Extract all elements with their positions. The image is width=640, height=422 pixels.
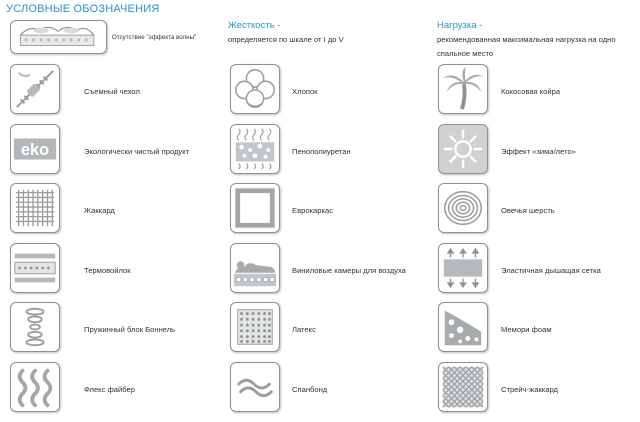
col3-label: Эффект «зима/лето» (501, 147, 576, 156)
col1-label: Термовойлок (84, 266, 131, 275)
col1-label: Жаккард (84, 206, 115, 215)
winter-summer-icon (438, 124, 488, 174)
load-description-line1: рекомендованная максимальная нагрузка на одно (437, 35, 616, 44)
col2-label: Спанбонд (292, 385, 328, 394)
col1-label: Пружинный блок Боннель (84, 325, 176, 334)
col3-label: Овечья шерсть (501, 206, 555, 215)
no-wave-effect-icon (10, 20, 107, 54)
latex-icon (230, 302, 280, 352)
col2-label: Пенополиуретан (292, 147, 351, 156)
load-heading: Нагрузка - (437, 20, 483, 31)
col1-label: Флекс файбер (84, 385, 135, 394)
flex-fiber-icon (10, 362, 60, 412)
col1-label: Съемный чехол (84, 87, 140, 96)
col2-label: Латекс (292, 325, 316, 334)
col2-label: Еврокаркас (292, 206, 333, 215)
col2-label: Виниловые камеры для воздуха (292, 266, 406, 275)
cotton-icon (230, 64, 280, 114)
no-wave-effect-label: Отсутствие "эффекта волны" (112, 34, 197, 41)
polyurethane-foam-icon (230, 124, 280, 174)
hardness-description: определяется по шкале от I до V (228, 35, 344, 44)
zipper-icon (10, 64, 60, 114)
euro-frame-icon (230, 183, 280, 233)
stretch-jacquard-icon (438, 362, 488, 412)
sheep-wool-icon (438, 183, 488, 233)
palm-tree-icon (438, 64, 488, 114)
jacquard-icon (10, 183, 60, 233)
eko-icon (10, 124, 60, 174)
load-description-line2: спальное место (437, 49, 494, 58)
felt-icon (10, 243, 60, 293)
air-chambers-icon (230, 243, 280, 293)
eko-text: eko (20, 140, 50, 159)
memory-foam-icon (438, 302, 488, 352)
col1-label: Экологически чистый продукт (84, 147, 190, 156)
page-title: УСЛОВНЫЕ ОБОЗНАЧЕНИЯ (6, 3, 160, 15)
col3-label: Эластичная дышащая сетка (501, 266, 601, 275)
hardness-heading: Жесткость - (228, 20, 281, 31)
col3-label: Мемори фоам (501, 325, 552, 334)
mesh-icon (438, 243, 488, 293)
col2-label: Хлопок (292, 87, 318, 96)
spunbond-icon (230, 362, 280, 412)
spring-icon (10, 302, 60, 352)
col3-label: Кокосовая койра (501, 87, 561, 96)
col3-label: Стрейч-жаккард (501, 385, 558, 394)
